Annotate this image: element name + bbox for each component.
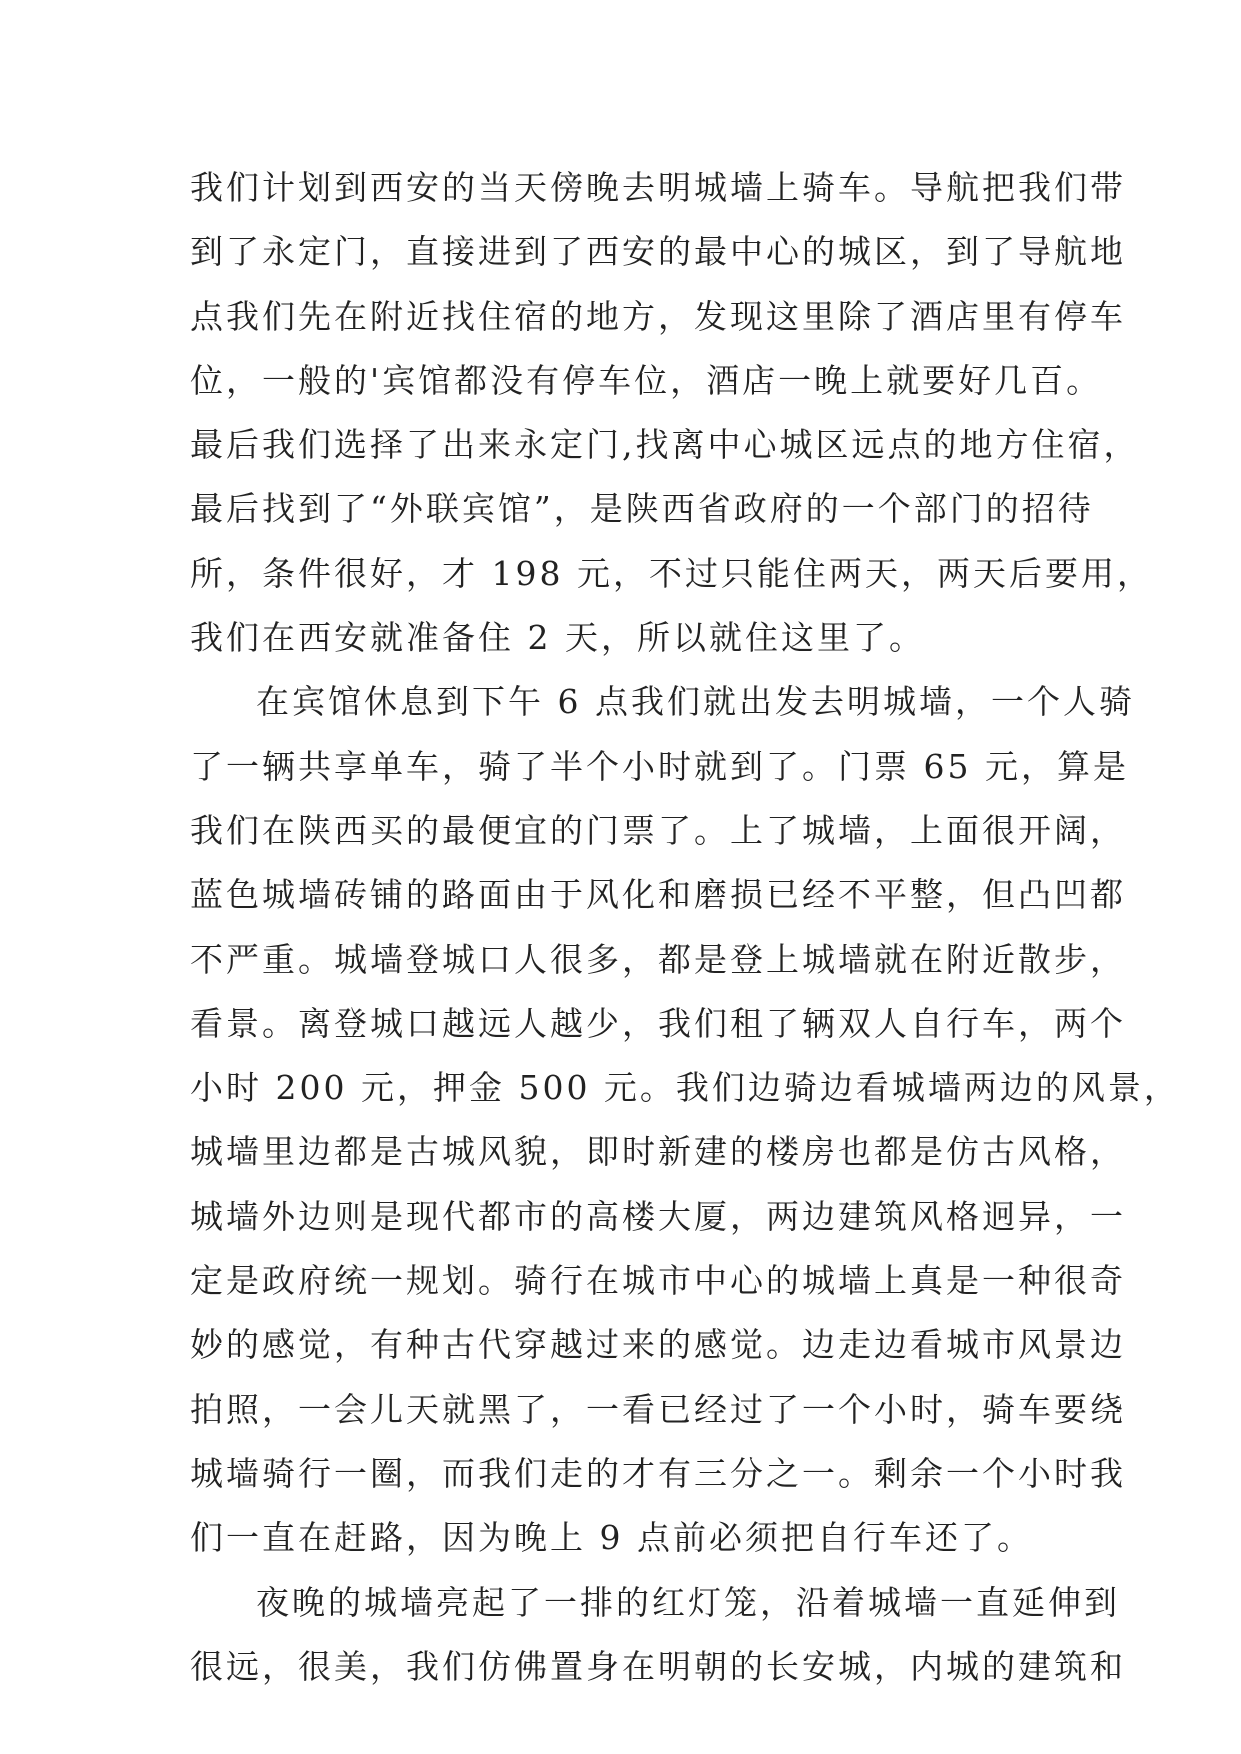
- text-line: 定是政府统一规划。骑行在城市中心的城墙上真是一种很奇: [190, 1261, 1126, 1301]
- text-line: 城墙里边都是古城风貌，即时新建的楼房也都是仿古风格，: [190, 1132, 1126, 1172]
- text-line: 城墙骑行一圈，而我们走的才有三分之一。剩余一个小时我: [190, 1453, 1126, 1493]
- text-line: 不严重。城墙登城口人很多，都是登上城墙就在附近散步，: [190, 939, 1126, 979]
- text-line: 很远，很美，我们仿佛置身在明朝的长安城，内城的建筑和: [190, 1646, 1126, 1686]
- body-text: [190, 156, 1180, 1699]
- text-line: 小时 200 元，押金 500 元。我们边骑边看城墙两边的风景，: [190, 1068, 1180, 1108]
- text-line: 点我们先在附近找住宿的地方，发现这里除了酒店里有停车: [190, 296, 1126, 336]
- text-line: 所，条件很好，才 198 元，不过只能住两天，两天后要用，: [190, 553, 1153, 593]
- text-line: 最后找到了“外联宾馆”，是陕西省政府的一个部门的招待: [190, 489, 1094, 529]
- text-line: 城墙外边则是现代都市的高楼大厦，两边建筑风格迥异，一: [190, 1196, 1126, 1236]
- text-line: 我们在陕西买的最便宜的门票了。上了城墙，上面很开阔，: [190, 810, 1126, 850]
- paragraph: [190, 670, 1180, 1570]
- paragraph: [190, 1571, 1126, 1700]
- text-line: 我们在西安就准备住 2 天，所以就住这里了。: [190, 618, 925, 658]
- text-line: 夜晚的城墙亮起了一排的红灯笼，沿着城墙一直延伸到: [256, 1582, 1120, 1622]
- text-line: 们一直在赶路，因为晚上 9 点前必须把自行车还了。: [190, 1518, 1033, 1558]
- text-line: 在宾馆休息到下午 6 点我们就出发去明城墙，一个人骑: [256, 682, 1135, 722]
- text-line: 了一辆共享单车，骑了半个小时就到了。门票 65 元，算是: [190, 746, 1129, 786]
- paragraph: [190, 156, 1153, 670]
- text-line: 位，一般的'宾馆都没有停车位，酒店一晚上就要好几百。: [190, 360, 1103, 400]
- text-line: 最后我们选择了出来永定门,找离中心城区远点的地方住宿，: [190, 425, 1140, 465]
- text-line: 我们计划到西安的当天傍晚去明城墙上骑车。导航把我们带: [190, 168, 1126, 207]
- text-line: 拍照，一会儿天就黑了，一看已经过了一个小时，骑车要绕: [190, 1389, 1126, 1429]
- text-line: 看景。离登城口越远人越少，我们租了辆双人自行车，两个: [190, 1003, 1126, 1043]
- text-line: 妙的感觉，有种古代穿越过来的感觉。边走边看城市风景边: [190, 1325, 1126, 1365]
- text-line: 蓝色城墙砖铺的路面由于风化和磨损已经不平整，但凸凹都: [190, 875, 1126, 915]
- text-line: 到了永定门，直接进到了西安的最中心的城区，到了导航地: [190, 232, 1126, 272]
